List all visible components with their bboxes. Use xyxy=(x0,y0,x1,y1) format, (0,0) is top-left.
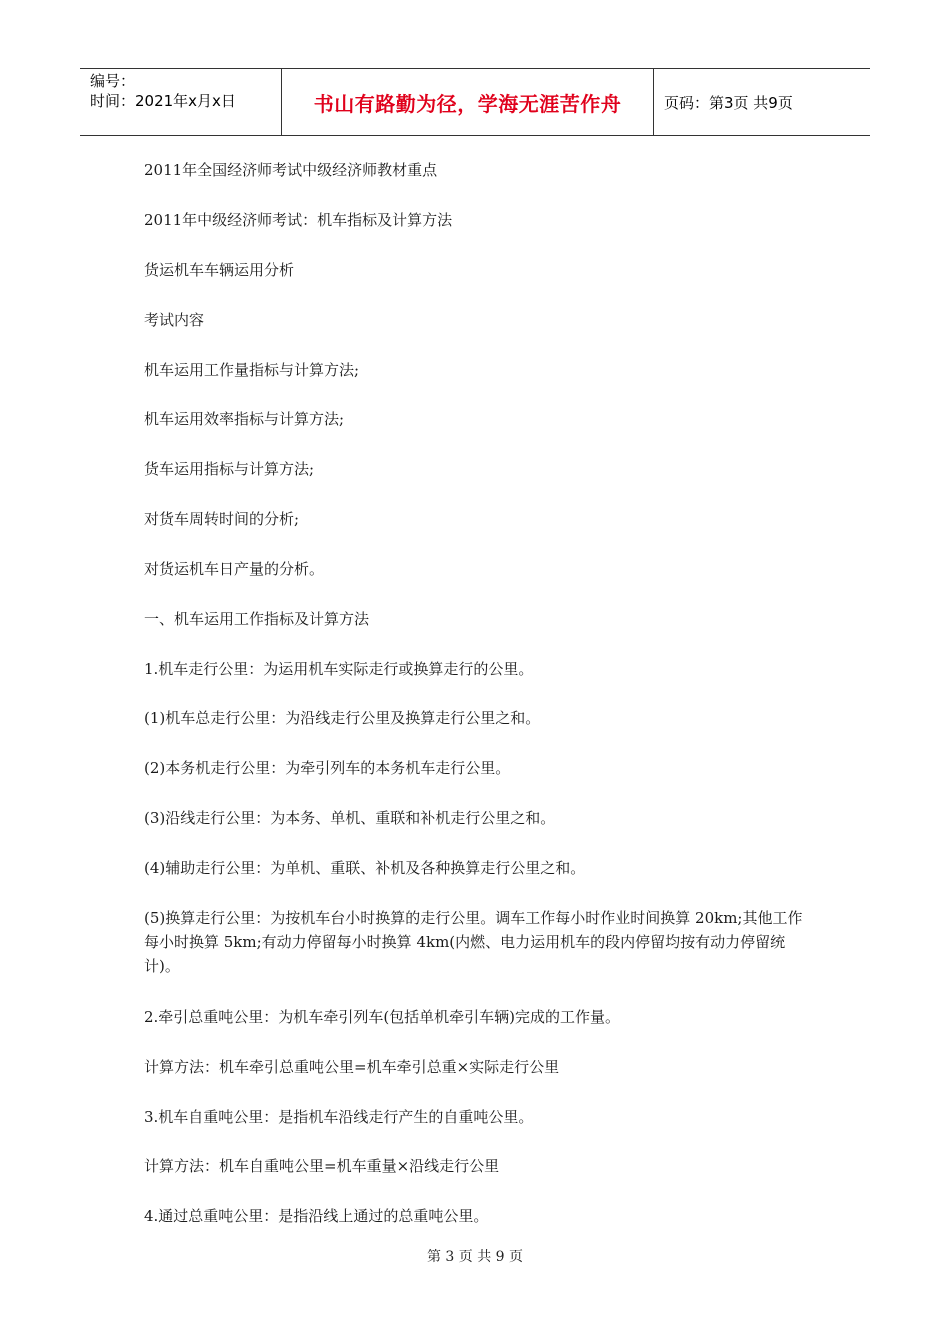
document-number-label: 编号： xyxy=(90,72,136,90)
paragraph-title: 2011年全国经济师考试中级经济师教材重点 xyxy=(144,161,438,179)
paragraph-heading: 一、机车运用工作指标及计算方法 xyxy=(144,610,370,628)
paragraph-item: 对货运机车日产量的分析。 xyxy=(144,560,325,578)
paragraph-item: 对货车周转时间的分析; xyxy=(144,510,300,528)
paragraph-definition: 1.机车走行公里：为运用机车实际走行或换算走行的公里。 xyxy=(144,660,534,678)
paragraph-definition: 2.牵引总重吨公里：为机车牵引列车(包括单机牵引车辆)完成的工作量。 xyxy=(144,1008,621,1026)
paragraph-exam-content: 考试内容 xyxy=(144,311,205,329)
header-page-indicator: 页码：第3页 共9页 xyxy=(664,93,793,112)
paragraph-definition: (2)本务机走行公里：为牵引列车的本务机车走行公里。 xyxy=(144,759,511,777)
paragraph-definition: 3.机车自重吨公里：是指机车沿线走行产生的自重吨公里。 xyxy=(144,1108,534,1126)
paragraph-item: 机车运用效率指标与计算方法; xyxy=(144,410,345,428)
paragraph-formula: 计算方法：机车牵引总重吨公里=机车牵引总重×实际走行公里 xyxy=(144,1058,560,1076)
page-header xyxy=(80,68,870,136)
paragraph-definition: (4)辅助走行公里：为单机、重联、补机及各种换算走行公里之和。 xyxy=(144,859,586,877)
paragraph-section-heading: 货运机车车辆运用分析 xyxy=(144,261,295,279)
paragraph-definition: (1)机车总走行公里：为沿线走行公里及换算走行公里之和。 xyxy=(144,709,541,727)
paragraph-definition-multiline: (5)换算走行公里：为按机车台小时换算的走行公里。调车工作每小时作业时间换算 20km;其他工作每小时换算 5km;有动力停留每小时换算 4km(内燃、电力运用机车的段内停留均按有动力停留统计)。 xyxy=(144,909,803,975)
paragraph-definition: (3)沿线走行公里：为本务、单机、重联和补机走行公里之和。 xyxy=(144,809,556,827)
page-footer: 第 3 页 共 9 页 xyxy=(426,1249,524,1265)
paragraph-item: 货车运用指标与计算方法; xyxy=(144,460,315,478)
header-slogan: 书山有路勤为径，学海无涯苦作舟 xyxy=(282,69,654,135)
document-time-label: 时间：2021年x月x日 xyxy=(90,92,236,110)
paragraph-item: 机车运用工作量指标与计算方法; xyxy=(144,361,360,379)
header-meta xyxy=(80,69,282,135)
paragraph-subtitle: 2011年中级经济师考试：机车指标及计算方法 xyxy=(144,211,453,229)
paragraph-definition: 4.通过总重吨公里：是指沿线上通过的总重吨公里。 xyxy=(144,1207,489,1225)
paragraph-formula: 计算方法：机车自重吨公里=机车重量×沿线走行公里 xyxy=(144,1157,500,1175)
